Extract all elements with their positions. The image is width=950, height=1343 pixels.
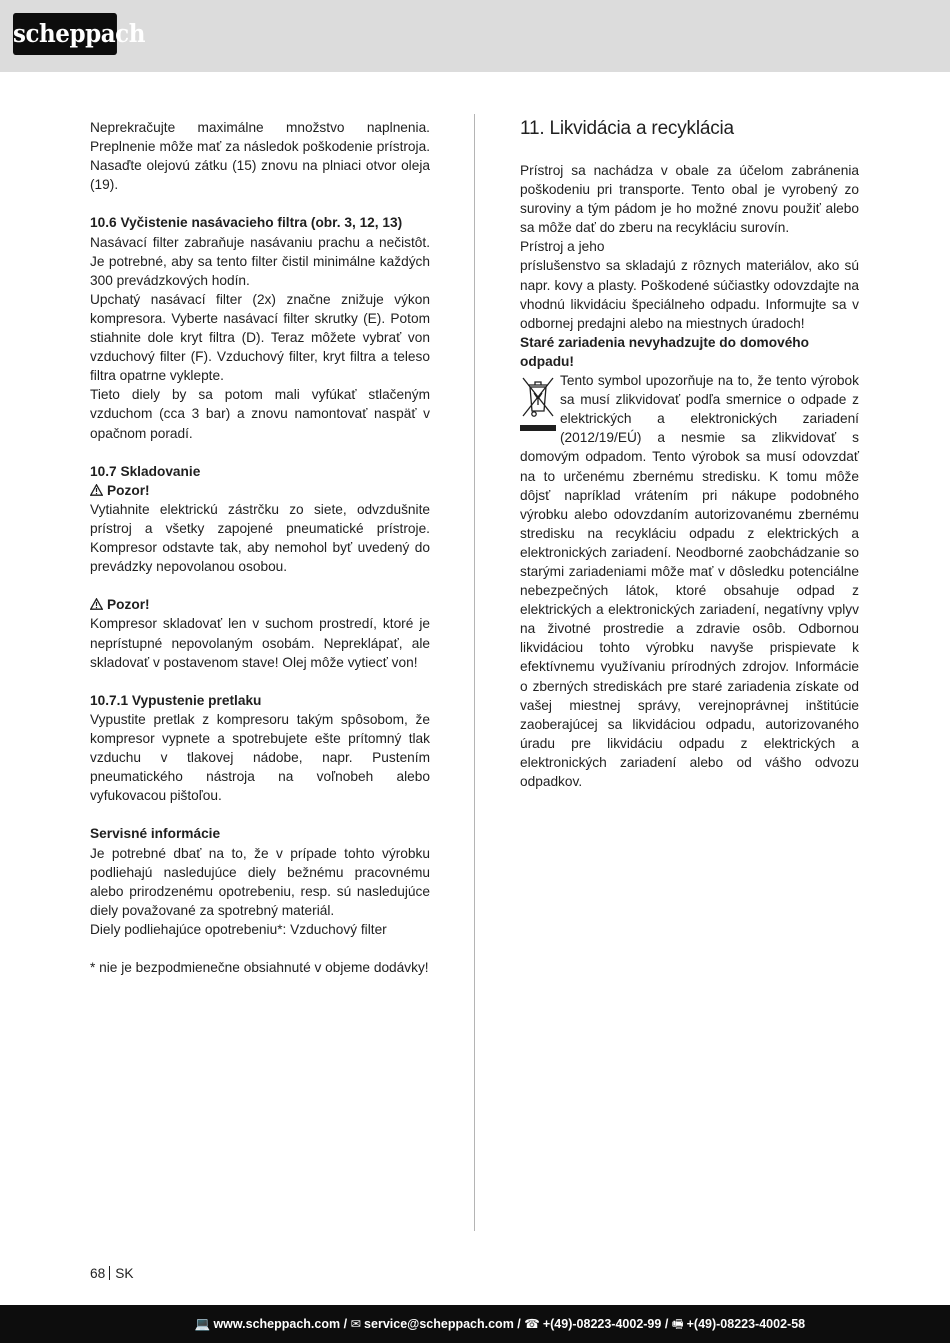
phone-icon: ☎	[524, 1317, 540, 1331]
page-language: SK	[115, 1266, 134, 1281]
filter-paragraph-2: Upchatý nasávací filter (2x) značne znižuje výkon kompresora. Vyberte nasávací filter skrutky (E). Potom stiahnite dole kryt filtra (D). Teraz môžete vybrať von vzduchový filter (F). Vzduchový filter, kryt filtra a teleso filtra opatrne vyklepte.	[90, 291, 430, 384]
footer-email-link[interactable]: service@scheppach.com	[364, 1317, 514, 1331]
footnote: * nie je bezpodmienečne obsiahnuté v objeme dodávky!	[90, 960, 429, 976]
computer-icon: 💻	[194, 1317, 211, 1331]
storage-heading: 10.7 Skladovanie	[90, 463, 201, 479]
warning-label-2: Pozor!	[107, 597, 150, 613]
weee-paragraph: Tento symbol upozorňuje na to, že tento výrobok sa musí zlikvidovať podľa smernice o odpade z elektrických a elektronických zariadení (2012/19/EÚ) a nesmie sa zlikvidovať s domovým odpadom. Tento výrobok sa musí odovzdať na to určenému zbernému stredisku. K tomu môže dôjsť napríklad vrátením pri nákupe podobného výrobku alebo odovzdaním autorizovanému zbernému stredisku na recykláciu odpadu z elektrických a elektronických zariadení. Neodborné zaobchádzanie so starými zariadeniami môže mať v dôsledku potenciálne nebezpečných látok, ktoré obsahuje odpad z elektrických a elektronických zariadení, negatívny vplyv na životné prostredie a zdravie osôb. Odbornou likvidáciou tohto výrobku navyše prispievate k efektívnemu využívaniu prírodných zdrojov. Informácie o zberných strediskách pre staré zariadenia získate od vašej miestnej správy, verejnoprávnej inštitúcie zaoberajúcej sa likvidáciou odpadu, autorizovaného úradu pre likvidáciu odpadu z elektrických a elektronických zariadení alebo od vášho odvozu odpadkov.	[520, 373, 859, 789]
warning-triangle-icon	[90, 598, 103, 610]
filter-paragraph-1: Nasávací filter zabraňuje nasávaniu prachu a nečistôt. Je potrebné, aby sa tento filter čistil minimálne každých 300 prevádzkových hodín.	[90, 234, 430, 288]
footer-separator: /	[664, 1317, 669, 1331]
disposal-paragraph-1c: príslušenstvo sa skladajú z rôznych materiálov, ako sú napr. kovy a plasty. Poškodené súčiastky odovzdajte na vhodnú likvidáciu špeciálneho odpadu. Informujte sa v odbornej predajni alebo na miestnych úradoch!	[520, 258, 859, 331]
warning-label-1: Pozor!	[107, 482, 150, 498]
fax-icon: 🖷	[671, 1317, 684, 1331]
scheppach-logo: scheppach	[13, 13, 117, 55]
page-number-value: 68	[90, 1266, 106, 1281]
header-bar	[0, 0, 950, 72]
footer-bar	[0, 1305, 950, 1343]
pressure-paragraph: Vypustite pretlak z kompresoru takým spôsobom, že kompresor vypnete a spotrebujete ešte prítomný tlak vzduchu v tlakovej nádobe, napr. Pustením pneumatického nástroja na voľnobeh alebo vyfukovacou pištoľou.	[90, 711, 430, 804]
right-column	[520, 118, 859, 791]
warning-triangle-icon	[90, 484, 103, 496]
footer-fax: +(49)-08223-4002-58	[686, 1317, 806, 1331]
footer-separator: /	[343, 1317, 348, 1331]
page-number-separator	[109, 1266, 110, 1280]
household-waste-warning: Staré zariadenia nevyhadzujte do domového odpadu!	[520, 334, 810, 369]
service-paragraph-1: Je potrebné dbať na to, že v prípade tohto výrobku podliehajú nasledujúce diely bežnému pracovnému alebo prirodzenému opotrebeniu, resp. sú nasledujúce diely považované za spotrebný materiál.	[90, 845, 430, 918]
service-info-heading: Servisné informácie	[90, 826, 221, 842]
page-number	[90, 1265, 134, 1283]
footer-website-link[interactable]: www.scheppach.com	[213, 1317, 341, 1331]
disposal-paragraph-1a: Prístroj sa nachádza v obale za účelom zabránenia poškodeniu pri transporte. Tento obal je vyrobený zo suroviny a tým pádom je ho možné znovu použiť alebo sa môže dať do zberu na recykláciu surovín.	[520, 163, 859, 236]
weee-notice	[520, 371, 859, 791]
storage-paragraph-2: Kompresor skladovať len v suchom prostredí, ktoré je neprístupné nepovolaným osobám. Nepreklápať, ale skladovať v postavenom stave! Olej môže vytiecť von!	[90, 616, 430, 670]
disposal-section-title: 11. Likvidácia a recyklácia	[520, 118, 734, 139]
footer-separator: /	[517, 1317, 521, 1331]
filter-cleaning-heading: 10.6 Vyčistenie nasávacieho filtra (obr. 3, 12, 13)	[90, 215, 403, 231]
crossed-out-wheelie-bin-icon	[520, 373, 556, 435]
warning-line-2	[90, 595, 430, 614]
storage-paragraph-1: Vytiahnite elektrickú zástrčku zo siete, odvzdušnite prístroj a všetky zapojené pneumatické prístroje. Kompresor odstavte tak, aby nemohol byť uvedený do prevádzky nepovolanou osobou.	[90, 501, 430, 575]
fill-warning-paragraph: Neprekračujte maximálne množstvo naplnenia. Preplnenie môže mať za následok poškodenie prístroja. Nasaďte olejovú zátku (15) znovu na plniaci otvor oleja (19).	[90, 120, 430, 193]
pressure-release-heading: 10.7.1 Vypustenie pretlaku	[90, 692, 262, 708]
mail-icon: ✉	[350, 1317, 362, 1331]
service-paragraph-2: Diely podliehajúce opotrebeniu*: Vzduchový filter	[90, 921, 387, 937]
footer-phone: +(49)-08223-4002-99	[542, 1317, 662, 1331]
column-divider	[474, 114, 475, 1231]
left-column	[90, 118, 430, 977]
warning-line-1	[90, 481, 430, 500]
disposal-paragraph-1b: Prístroj a jeho	[520, 239, 605, 255]
filter-paragraph-3: Tieto diely by sa potom mali vyfúkať stlačeným vzduchom (cca 3 bar) a znovu namontovať naspäť v opačnom poradí.	[90, 387, 430, 441]
